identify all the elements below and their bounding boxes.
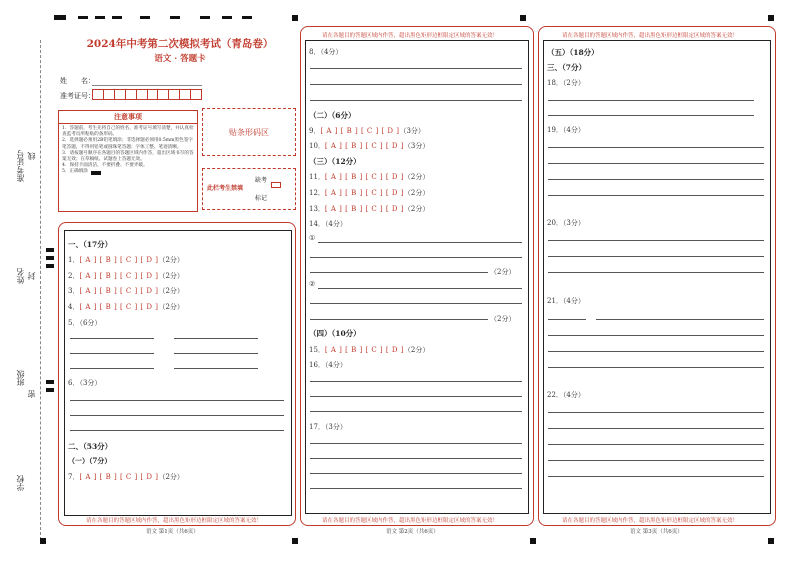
question-11[interactable]: 11．[ A ] [ B ] [ C ] [ D ]（2分） bbox=[309, 173, 430, 181]
question-5: 5．（6分） bbox=[68, 319, 102, 327]
no-fill-box bbox=[202, 168, 296, 210]
section-1-title: 一、（17分） bbox=[68, 240, 113, 249]
question-19: 19．（4分） bbox=[547, 126, 585, 134]
answer-line[interactable] bbox=[318, 242, 522, 243]
page-footer-3: 语文 第3页（共6页） bbox=[630, 529, 683, 535]
answer-line[interactable] bbox=[310, 488, 522, 489]
timing-mark bbox=[530, 538, 536, 544]
exam-no-boxes[interactable] bbox=[92, 89, 202, 100]
timing-mark bbox=[200, 16, 210, 19]
answer-line[interactable] bbox=[548, 240, 764, 241]
answer-line[interactable] bbox=[548, 335, 764, 336]
answer-line[interactable] bbox=[548, 147, 764, 148]
timing-mark bbox=[40, 538, 46, 544]
section-c-title: （三）（12分） bbox=[309, 157, 361, 166]
side-label-class: 班级 bbox=[16, 370, 25, 386]
filled-sample-icon bbox=[91, 171, 101, 175]
page-title: 2024年中考第二次模拟考试（青岛卷） bbox=[86, 38, 274, 50]
absent-checkbox[interactable] bbox=[271, 182, 281, 188]
question-3[interactable]: 3．[ A ] [ B ] [ C ] [ D ]（2分） bbox=[68, 287, 184, 295]
side-label-name: 姓名 bbox=[16, 268, 25, 284]
page-footer-1: 语文 第1页（共6页） bbox=[146, 529, 199, 535]
question-7[interactable]: 7．[ A ] [ B ] [ C ] [ D ]（2分） bbox=[68, 473, 184, 481]
side-label-school: 学校 bbox=[16, 475, 25, 491]
timing-mark bbox=[292, 15, 298, 21]
answer-line[interactable] bbox=[548, 444, 764, 445]
binding-line bbox=[40, 40, 41, 540]
question-21: 21．（4分） bbox=[547, 297, 585, 305]
answer-line[interactable] bbox=[548, 476, 764, 477]
answer-line[interactable] bbox=[310, 100, 522, 101]
section-b-title: （二）（6分） bbox=[309, 111, 356, 120]
answer-line[interactable] bbox=[310, 272, 488, 273]
timing-mark bbox=[170, 16, 180, 19]
answer-line[interactable] bbox=[174, 353, 258, 354]
section-e-title: （五）（18分） bbox=[547, 48, 599, 57]
footer-note-3: 请在各题目的答题区域内作答，超出黑色矩形边框限定区域的答案无效！ bbox=[562, 518, 739, 524]
answer-frame-3 bbox=[543, 40, 771, 514]
timing-mark bbox=[95, 16, 105, 19]
question-8: 8．（4分） bbox=[309, 48, 343, 56]
side-label-exam-no: 准考证号 bbox=[16, 150, 25, 182]
points-label: （2分） bbox=[490, 315, 516, 323]
answer-line[interactable] bbox=[548, 412, 764, 413]
question-1[interactable]: 1．[ A ] [ B ] [ C ] [ D ]（2分） bbox=[68, 256, 184, 264]
answer-line[interactable] bbox=[310, 84, 522, 85]
answer-line[interactable] bbox=[548, 428, 764, 429]
answer-line[interactable] bbox=[70, 353, 154, 354]
no-fill-label: 此栏考生禁填 bbox=[207, 185, 244, 192]
timing-mark bbox=[140, 16, 150, 19]
question-13[interactable]: 13．[ A ] [ B ] [ C ] [ D ]（2分） bbox=[309, 205, 430, 213]
answer-line[interactable] bbox=[310, 68, 522, 69]
points-label: （2分） bbox=[490, 268, 516, 276]
section-2-title: 二、（53分） bbox=[68, 442, 113, 451]
answer-line[interactable] bbox=[310, 319, 488, 320]
absent-mark-label: 标记 bbox=[255, 195, 268, 202]
section-d-title: （四）（10分） bbox=[309, 329, 361, 338]
timing-mark bbox=[520, 15, 526, 21]
answer-line[interactable] bbox=[548, 460, 764, 461]
question-2[interactable]: 2．[ A ] [ B ] [ C ] [ D ]（2分） bbox=[68, 272, 184, 280]
barcode-area: 贴条形码区 bbox=[202, 108, 296, 156]
answer-line[interactable] bbox=[548, 256, 764, 257]
answer-line[interactable] bbox=[174, 338, 258, 339]
timing-mark bbox=[78, 16, 88, 19]
notice-title: 注意事项 bbox=[59, 111, 197, 124]
answer-line[interactable] bbox=[548, 100, 754, 101]
section-2a-title: （一）（7分） bbox=[68, 456, 112, 465]
notice-item-4: 4．保持卡面清洁，不要折叠、不要弄破。 bbox=[62, 163, 148, 169]
answer-line[interactable] bbox=[548, 367, 764, 368]
answer-line[interactable] bbox=[548, 195, 764, 196]
answer-line[interactable] bbox=[310, 458, 522, 459]
answer-line[interactable] bbox=[596, 319, 764, 320]
sub-question-2: ② bbox=[309, 280, 316, 288]
sub-question-1: ① bbox=[309, 234, 316, 242]
timing-mark bbox=[292, 538, 298, 544]
answer-line[interactable] bbox=[310, 303, 522, 304]
timing-mark bbox=[768, 538, 774, 544]
question-17: 17．（3分） bbox=[309, 423, 347, 431]
notice-item-2: 2．选择题必须用2B铅笔填涂；非选择题必须用0.5mm黑色签字笔答题，不得用铅笔或圆珠笔答题；字体工整、笔迹清晰。 bbox=[62, 138, 193, 150]
timing-mark bbox=[46, 380, 54, 384]
answer-line[interactable] bbox=[310, 473, 522, 474]
question-10[interactable]: 10．[ A ] [ B ] [ C ] [ D ]（3分） bbox=[309, 142, 430, 150]
question-22: 22．（4分） bbox=[547, 391, 585, 399]
timing-mark bbox=[46, 264, 54, 268]
answer-line[interactable] bbox=[548, 163, 764, 164]
timing-mark bbox=[46, 248, 54, 252]
answer-line[interactable] bbox=[70, 415, 284, 416]
page-subtitle: 语文 · 答题卡 bbox=[154, 54, 206, 64]
notice-box bbox=[58, 110, 198, 212]
notice-item-1: 1．答题前，考生先将自己的姓名，准考证号填写清楚，并认真检查监考员所粘贴的条形码。 bbox=[62, 126, 194, 138]
answer-line[interactable] bbox=[70, 338, 154, 339]
header-note-3: 请在各题目的答题区域内作答，超出黑色矩形边框限定区域的答案无效！ bbox=[562, 33, 739, 39]
page-footer-2: 语文 第2页（共6页） bbox=[386, 529, 439, 535]
timing-mark bbox=[222, 16, 232, 19]
side-label-seal: 封 bbox=[27, 272, 36, 280]
question-15[interactable]: 15．[ A ] [ B ] [ C ] [ D ]（2分） bbox=[309, 346, 430, 354]
answer-line[interactable] bbox=[548, 319, 586, 320]
answer-line[interactable] bbox=[70, 430, 284, 431]
answer-line[interactable] bbox=[70, 368, 154, 369]
answer-line[interactable] bbox=[548, 351, 764, 352]
timing-mark bbox=[46, 388, 54, 392]
answer-line[interactable] bbox=[310, 257, 522, 258]
answer-line[interactable] bbox=[174, 368, 258, 369]
timing-mark bbox=[768, 15, 774, 21]
answer-line[interactable] bbox=[548, 272, 764, 273]
timing-mark bbox=[46, 256, 54, 260]
side-label-line: 线 bbox=[27, 152, 36, 160]
question-18: 18．（2分） bbox=[547, 79, 585, 87]
name-label: 姓 名： bbox=[60, 77, 95, 85]
answer-line[interactable] bbox=[548, 179, 764, 180]
footer-note-1: 请在各题目的答题区域内作答，超出黑色矩形边框限定区域的答案无效！ bbox=[86, 518, 263, 524]
notice-item-3: 3．请按题号顺序在各题目的答题区域内作答，超出区域书写的答案无效；在草稿纸、试题卷上答题无效。 bbox=[62, 150, 194, 163]
question-12[interactable]: 12．[ A ] [ B ] [ C ] [ D ]（2分） bbox=[309, 189, 430, 197]
answer-line[interactable] bbox=[548, 115, 754, 116]
question-9[interactable]: 9．[ A ] [ B ] [ C ] [ D ]（3分） bbox=[309, 127, 425, 135]
timing-mark bbox=[112, 16, 122, 19]
side-label-secret: 密 bbox=[27, 390, 36, 398]
question-14: 14．（4分） bbox=[309, 220, 347, 228]
timing-mark bbox=[54, 15, 66, 20]
answer-line[interactable] bbox=[310, 396, 522, 397]
answer-line[interactable] bbox=[70, 400, 284, 401]
absent-label: 缺考 bbox=[255, 177, 268, 184]
answer-line[interactable] bbox=[318, 288, 522, 289]
header-note-2: 请在各题目的答题区域内作答，超出黑色矩形边框限定区域的答案无效！ bbox=[322, 33, 499, 39]
question-6: 6．（3分） bbox=[68, 379, 102, 387]
answer-line[interactable] bbox=[310, 381, 522, 382]
section-3-title: 三、（7分） bbox=[547, 63, 586, 72]
answer-line[interactable] bbox=[310, 411, 522, 412]
timing-mark bbox=[242, 16, 252, 19]
question-20: 20．（3分） bbox=[547, 219, 585, 227]
exam-no-label: 准考证号： bbox=[60, 92, 95, 100]
footer-note-2: 请在各题目的答题区域内作答，超出黑色矩形边框限定区域的答案无效！ bbox=[322, 518, 499, 524]
answer-line[interactable] bbox=[310, 443, 522, 444]
notice-item-5: 5．正确填涂 bbox=[62, 169, 88, 175]
name-field[interactable] bbox=[92, 85, 202, 86]
question-16: 16．（4分） bbox=[309, 361, 347, 369]
question-4[interactable]: 4．[ A ] [ B ] [ C ] [ D ]（2分） bbox=[68, 303, 184, 311]
